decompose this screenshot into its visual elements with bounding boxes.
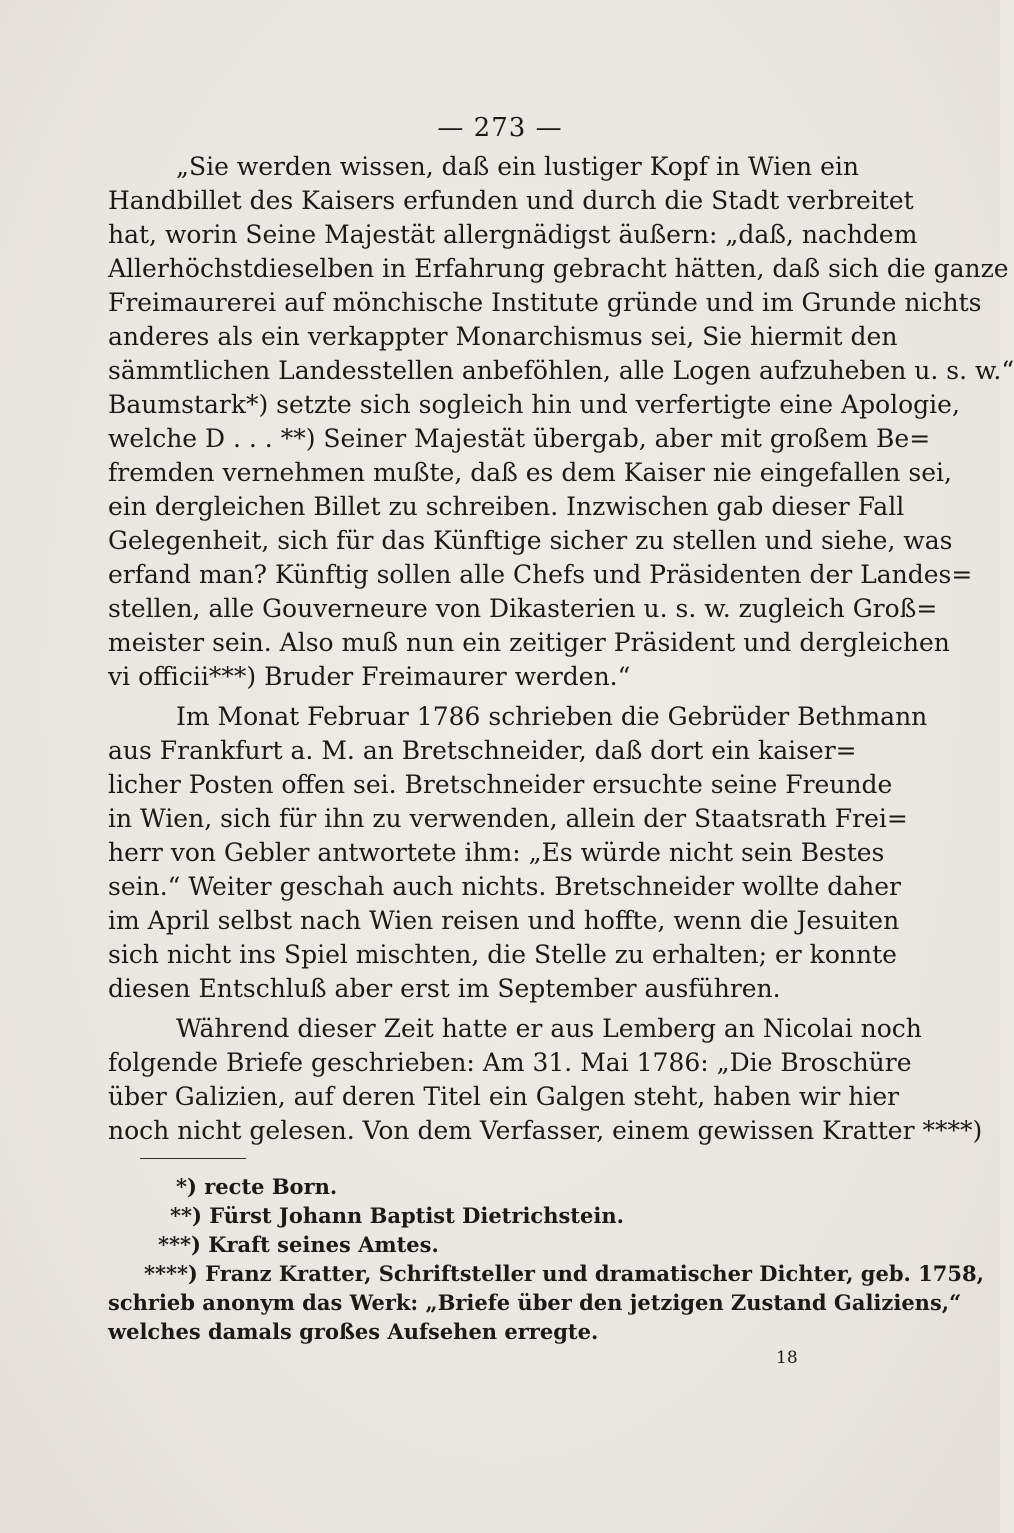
text-line: ein dergleichen Billet zu schreiben. Inzwischen gab dieser Fall [108, 492, 905, 521]
text-line: Im Monat Februar 1786 schrieben die Gebrüder Bethmann [176, 702, 928, 731]
text-line: Baumstark*) setzte sich sogleich hin und verfertigte eine Apologie, [108, 390, 960, 419]
footnotes [108, 1172, 984, 1346]
text-line: sämmtlichen Landesstellen anbeföhlen, alle Logen aufzuheben u. s. w.“ [108, 356, 1014, 385]
paragraph-3 [108, 1012, 983, 1148]
text-line: folgende Briefe geschrieben: Am 31. Mai 1786: „Die Broschüre [108, 1048, 912, 1077]
footnote-2: **) Fürst Johann Baptist Dietrichstein. [170, 1203, 624, 1228]
main-text [108, 150, 1014, 1148]
footnote-separator [140, 1158, 246, 1159]
text-line: Gelegenheit, sich für das Künftige sicher zu stellen und siehe, was [108, 526, 953, 555]
text-line: hat, worin Seine Majestät allergnädigst äußern: „daß, nachdem [108, 220, 918, 249]
text-line: im April selbst nach Wien reisen und hoffte, wenn die Jesuiten [108, 906, 900, 935]
signature-mark: 18 [776, 1348, 798, 1368]
footnote-4-end: welches damals großes Aufsehen erregte. [108, 1319, 599, 1344]
text-line: vi officii***) Bruder Freimaurer werden.“ [108, 662, 631, 691]
paragraph-2 [108, 700, 928, 1006]
text-line: sein.“ Weiter geschah auch nichts. Bretschneider wollte daher [108, 872, 901, 901]
text-line: Handbillet des Kaisers erfunden und durch die Stadt verbreitet [108, 186, 914, 215]
text-line: meister sein. Also muß nun ein zeitiger Präsident und dergleichen [108, 628, 950, 657]
text-line: „Sie werden wissen, daß ein lustiger Kopf in Wien ein [176, 152, 859, 181]
page-number-header: — 273 — [437, 113, 563, 143]
text-line: diesen Entschluß aber erst im September ausführen. [108, 974, 781, 1003]
text-line: fremden vernehmen mußte, daß es dem Kaiser nie eingefallen sei, [108, 458, 952, 487]
footnote-3: ***) Kraft seines Amtes. [158, 1232, 439, 1257]
text-line: über Galizien, auf deren Titel ein Galgen steht, haben wir hier [108, 1082, 900, 1111]
text-line: anderes als ein verkappter Monarchismus sei, Sie hiermit den [108, 322, 898, 351]
text-line: sich nicht ins Spiel mischten, die Stelle zu erhalten; er konnte [108, 940, 897, 969]
text-line: herr von Gebler antwortete ihm: „Es würde nicht sein Bestes [108, 838, 885, 867]
footnote-1: *) recte Born. [176, 1174, 338, 1199]
text-line: licher Posten offen sei. Bretschneider ersuchte seine Freunde [108, 770, 893, 799]
text-line: welche D . . . **) Seiner Majestät übergab, aber mit großem Be= [108, 424, 931, 453]
footnote-4: ****) Franz Kratter, Schriftsteller und dramatischer Dichter, geb. 1758, [144, 1261, 984, 1286]
text-line: erfand man? Künftig sollen alle Chefs und Präsidenten der Landes= [108, 560, 973, 589]
text-line: Freimaurerei auf mönchische Institute gründe und im Grunde nichts [108, 288, 982, 317]
text-line: Allerhöchstdieselben in Erfahrung gebracht hätten, daß sich die ganze [108, 254, 1009, 283]
footnote-4-continued: schrieb anonym das Werk: „Briefe über den jetzigen Zustand Galiziens,“ [108, 1290, 962, 1315]
text-line: noch nicht gelesen. Von dem Verfasser, einem gewissen Kratter ****) [108, 1116, 983, 1145]
text-line: aus Frankfurt a. M. an Bretschneider, daß dort ein kaiser= [108, 736, 857, 765]
text-line: Während dieser Zeit hatte er aus Lemberg an Nicolai noch [176, 1014, 922, 1043]
paragraph-1 [108, 150, 1014, 694]
text-line: in Wien, sich für ihn zu verwenden, allein der Staatsrath Frei= [108, 804, 908, 833]
text-line: stellen, alle Gouverneure von Dikasterien u. s. w. zugleich Groß= [108, 594, 938, 623]
